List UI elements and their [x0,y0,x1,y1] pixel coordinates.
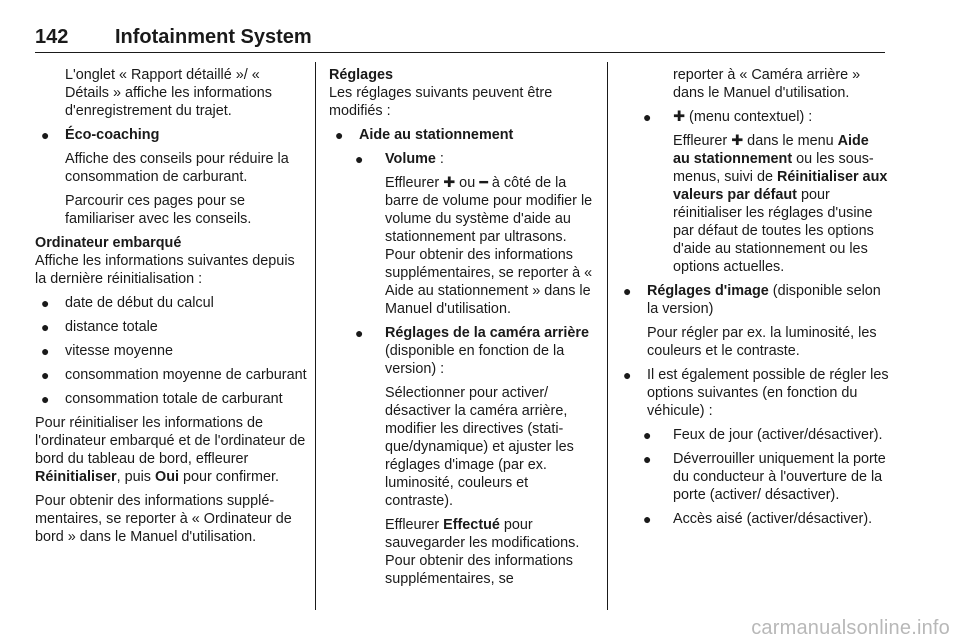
bullet-icon: ● [355,325,364,341]
list-item-other-options [617,366,889,420]
done-label: Effectué [443,517,500,533]
trip-computer-title: Ordinateur embarqué [35,235,182,251]
list-item-text: consommation moyenne de carburant [65,367,307,383]
list-item [617,450,889,504]
list-item-text: Déverrouiller uniquement la porte du conducteur à l'ouverture de la porte (activer/ désactiver). [673,451,886,503]
yes-label: Oui [155,469,179,485]
settings-intro: Les réglages suivants peuvent être modifiés : [329,85,553,119]
list-item-image-settings: ● Réglages d'image (disponible selon la version) [623,283,881,317]
other-options-text: Il est également possible de régler les options suivantes (en fonction du véhicule) : [647,367,889,419]
list-item [35,342,307,360]
list-item [35,390,307,408]
image-settings-label: Réglages d'image [647,283,769,299]
bullet-icon: ● [41,295,50,311]
bullet-icon: ● [643,451,652,467]
bullet-icon: ● [643,511,652,527]
camera-settings-label: Réglages de la caméra arrière [385,325,589,341]
context-menu-text: Effleurer ✚ dans le menu Aide au stationnement ou les sous-menus, suivi de Réinitialiser aux valeurs par défaut pour réinitialiser les réglages d'usine par défaut de toutes les options d'aide au stationnement ou les options actuelles. [673,133,888,275]
list-item [35,366,307,384]
reset-defaults-label: Réinitialiser aux valeurs par défaut [673,169,888,203]
reset-label: Réinitialiser [35,469,117,485]
list-item-text: distance totale [65,319,158,335]
trip-computer-intro: Affiche les informations suivantes depuis la dernière réinitialisation : [35,253,295,287]
bullet-icon: ● [41,367,50,383]
more-info-text: Pour obtenir des informations supplémentaires, se reporter à « Ordinateur de bord » dans le Manuel d'utilisation. [35,493,292,545]
camera-text-continued: reporter à « Caméra arrière » dans le Manuel d'utilisation. [673,67,861,101]
list-item-context-menu: ● ✚ (menu contextuel) : [643,109,813,125]
column-1 [35,66,307,552]
header-divider [35,52,885,53]
list-item-parking [329,126,594,144]
bullet-icon: ● [335,127,344,143]
plus-icon: ✚ [443,175,456,191]
list-item [35,294,307,312]
bullet-icon: ● [41,343,50,359]
watermark: carmanualsonline.info [751,617,950,639]
list-item-volume: ● Volume : [355,151,444,167]
bullet-icon: ● [623,283,632,299]
minus-icon: ━ [479,175,488,191]
list-item-eco [35,126,307,144]
bullet-icon: ● [41,127,50,143]
bullet-icon: ● [623,367,632,383]
list-item [35,318,307,336]
plus-icon: ✚ [673,109,686,125]
list-item-text: Feux de jour (activer/désactiver). [673,427,883,443]
list-item-text: consommation totale de carburant [65,391,283,407]
list-item-text: vitesse moyenne [65,343,173,359]
bullet-icon: ● [41,391,50,407]
plus-icon: ✚ [731,133,744,149]
page-header [35,26,885,52]
image-settings-text: Pour régler par ex. la luminosité, les couleurs et le contraste. [647,325,877,359]
list-item [617,510,889,528]
bullet-icon: ● [643,427,652,443]
bullet-icon: ● [355,151,364,167]
parking-assist-title: Aide au stationnement [359,127,514,143]
list-item-text: Accès aisé (activer/désactiver). [673,511,873,527]
column-2 [329,66,594,594]
eco-coaching-text-2: Parcourir ces pages pour se familiariser avec les conseils. [65,193,252,227]
column-3 [617,66,889,534]
eco-coaching-text: Affiche des conseils pour réduire la consommation de carburant. [65,151,289,185]
parking-assist-label: Aide au stationnement [673,133,869,167]
volume-text: Effleurer ✚ ou ━ à côté de la barre de volume pour modifier le volume du système d'aide au stationnement par ultrasons. Pour obtenir des informations supplémentaires, se reporter à « Aide au stationnement » dans le Manuel d'utilisation. [385,175,593,317]
volume-label: Volume [385,151,436,167]
list-item [617,426,889,444]
column-divider-1 [315,62,316,610]
page-number: 142 [35,26,69,48]
bullet-icon: ● [643,109,652,125]
section-title: Infotainment System [115,26,312,48]
settings-title: Réglages [329,67,393,83]
column-divider-2 [607,62,608,610]
reset-instructions: Pour réinitialiser les informations de l'ordinateur embarqué et de l'ordinateur de bord du tableau de bord, effleurer Réinitialiser, puis Oui pour confirmer. [35,415,306,485]
list-item-camera: ● Réglages de la caméra arrière (disponible en fonction de la version) : [355,325,589,377]
list-item-text: date de début du calcul [65,295,214,311]
camera-save-text: Effleurer Effectué pour sauvegarder les modifications. Pour obtenir des informations supplémentaires, se [385,517,580,587]
eco-coaching-title: Éco-coaching [65,127,160,143]
bullet-icon: ● [41,319,50,335]
camera-text: Sélectionner pour activer/ désactiver la caméra arrière, modifier les directives (statique/dynamique) et ajuster les réglages d'image (par ex. luminosité, couleurs et contraste). [385,385,574,509]
detail-report-text: L'onglet « Rapport détaillé »/ « Détails » affiche les informations d'enregistrement du trajet. [65,67,272,119]
